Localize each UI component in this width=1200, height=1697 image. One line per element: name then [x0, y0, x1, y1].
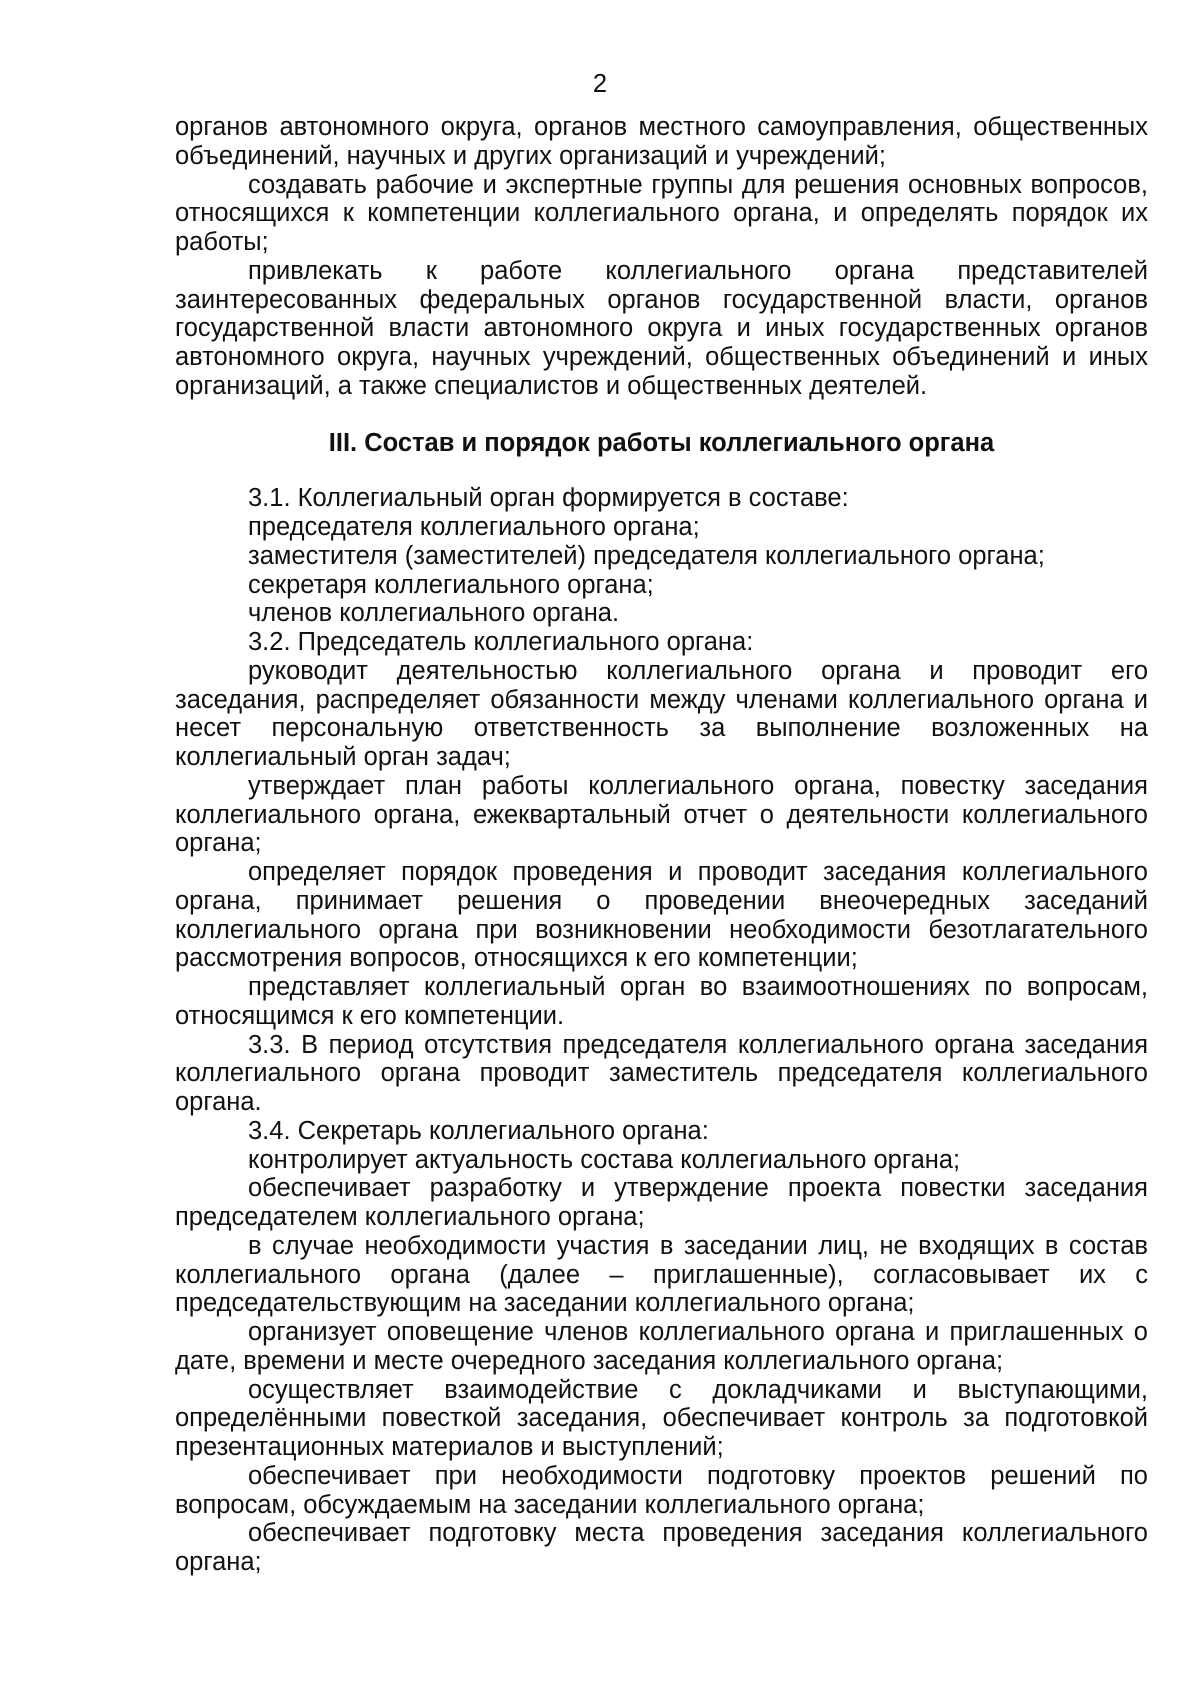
- paragraph: определяет порядок проведения и проводит заседания коллегиального органа, принимает решения о проведении внеочередных заседаний коллегиального органа при возникновении необходимости безотлагательного рассмотрения вопросов, относящихся к его компетенции;: [175, 858, 1148, 973]
- paragraph: контролирует актуальность состава коллегиального органа;: [248, 1145, 961, 1174]
- paragraph: 3.2. Председатель коллегиального органа:: [248, 628, 754, 656]
- paragraph: обеспечивает подготовку места проведения заседания коллегиального органа;: [175, 1519, 1148, 1576]
- paragraph: органов автономного округа, органов местного самоуправления, общественных объединений, научных и других организаций и учреждений;: [175, 113, 1148, 170]
- paragraph: обеспечивает разработку и утверждение проекта повестки заседания председателем коллегиального органа;: [175, 1174, 1148, 1231]
- paragraph: членов коллегиального органа.: [248, 599, 620, 628]
- paragraph: в случае необходимости участия в заседании лиц, не входящих в состав коллегиального органа (далее – приглашенные), согласовывает их с председательствующим на заседании коллегиального органа;: [175, 1231, 1148, 1318]
- paragraph: утверждает план работы коллегиального органа, повестку заседания коллегиального органа, ежеквартальный отчет о деятельности коллегиального органа;: [175, 771, 1148, 858]
- paragraph: обеспечивает при необходимости подготовку проектов решений по вопросам, обсуждаемым на заседании коллегиального органа;: [175, 1461, 1148, 1519]
- section-title: III. Состав и порядок работы коллегиального органа: [328, 428, 995, 457]
- paragraph: заместителя (заместителей) председателя коллегиального органа;: [248, 541, 1045, 570]
- paragraph: 3.3. В период отсутствия председателя коллегиального органа заседания коллегиального органа проводит заместитель председателя коллегиального органа.: [175, 1030, 1148, 1116]
- paragraph: создавать рабочие и экспертные группы для решения основных вопросов, относящихся к компетенции коллегиального органа, и определять порядок их работы;: [175, 170, 1148, 256]
- paragraph: руководит деятельностью коллегиального органа и проводит его заседания, распределяет обязанности между членами коллегиального органа и несет персональную ответственность за выполнение возложенных на коллегиальный орган задач;: [175, 656, 1148, 771]
- paragraph: 3.4. Секретарь коллегиального органа:: [248, 1116, 709, 1145]
- paragraph: организует оповещение членов коллегиального органа и приглашенных о дате, времени и месте очередного заседания коллегиального органа;: [175, 1318, 1148, 1375]
- paragraph: председателя коллегиального органа;: [248, 513, 700, 541]
- document-body: [175, 113, 1148, 1577]
- paragraph: секретаря коллегиального органа;: [248, 570, 654, 599]
- paragraph: представляет коллегиальный орган во взаимоотношениях по вопросам, относящимся к его компетенции.: [175, 973, 1148, 1030]
- paragraph: осуществляет взаимодействие с докладчиками и выступающими, определёнными повесткой заседания, обеспечивает контроль за подготовкой презентационных материалов и выступлений;: [175, 1375, 1148, 1461]
- paragraph: привлекать к работе коллегиального органа представителей заинтересованных федеральных органов государственной власти, органов государственной власти автономного округа и иных государственных органов автономного округа, научных учреждений, общественных объединений и иных организаций, а также специалистов и общественных деятелей.: [175, 256, 1148, 400]
- page-number: 2: [592, 70, 608, 98]
- paragraph: 3.1. Коллегиальный орган формируется в составе:: [248, 484, 849, 513]
